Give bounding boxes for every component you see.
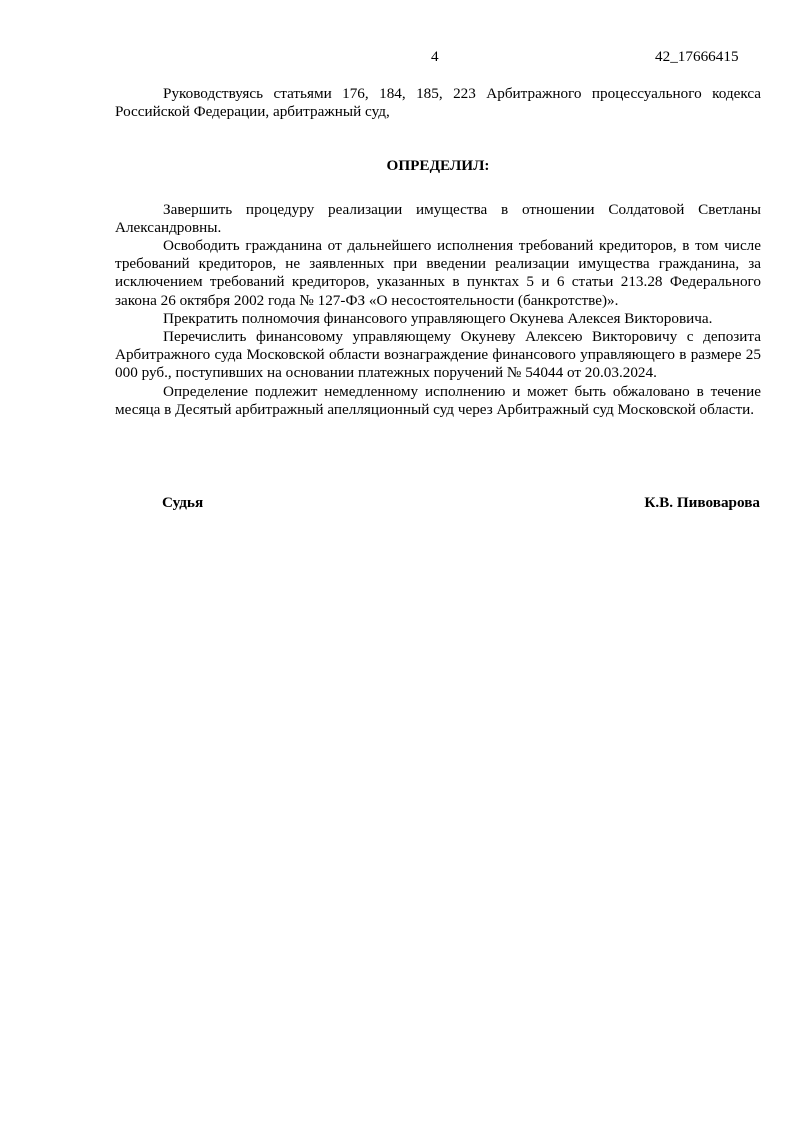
page-number: 4	[431, 48, 439, 65]
ruling-paragraph: Завершить процедуру реализации имущества в отношении Солдатовой Светланы Александровны.	[115, 200, 761, 236]
ruling-paragraph: Перечислить финансовому управляющему Окуневу Алексею Викторовичу с депозита Арбитражного суда Московской области вознаграждение финансового управляющего в размере 25 000 руб., поступивших на основании платежных поручений № 54044 от 20.03.2024.	[115, 328, 761, 382]
ruling-paragraph: Определение подлежит немедленному исполнению и может быть обжаловано в течение месяца в Десятый арбитражный апелляционный суд через Арбитражный суд Московской области.	[115, 382, 761, 418]
document-id: 42_17666415	[655, 48, 739, 65]
ruling-heading: ОПРЕДЕЛИЛ:	[386, 157, 490, 175]
judge-title: Судья	[162, 494, 204, 511]
signature-block	[162, 494, 760, 512]
ruling-paragraph: Прекратить полномочия финансового управляющего Окунева Алексея Викторовича.	[163, 309, 713, 327]
ruling-paragraph: Освободить гражданина от дальнейшего исполнения требований кредиторов, в том числе требований кредиторов, не заявленных при введении реализации имущества гражданина, за исключением требований кредиторов, указанных в пунктах 5 и 6 статьи 213.28 Федерального закона 26 октября 2002 года № 127-ФЗ «О несостоятельности (банкротстве)».	[115, 237, 761, 309]
intro-paragraph: Руководствуясь статьями 176, 184, 185, 223 Арбитражного процессуального кодекса Российской Федерации, арбитражный суд,	[115, 85, 761, 121]
judge-name: К.В. Пивоварова	[644, 494, 760, 511]
document-body	[115, 85, 761, 419]
